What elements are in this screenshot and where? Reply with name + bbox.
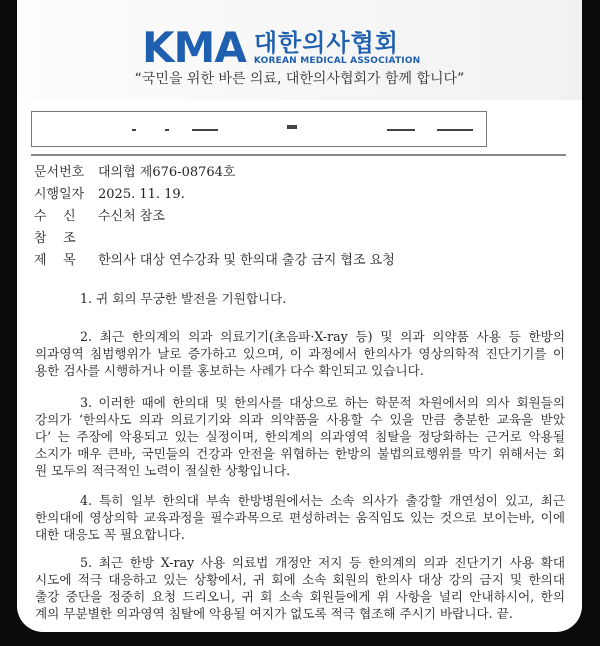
meta-row bbox=[34, 231, 98, 247]
meta-value: 수신처 참조 bbox=[98, 209, 165, 224]
meta-row bbox=[34, 253, 395, 269]
meta-value: 한의사 대상 연수강좌 및 한의대 출강 금지 협조 요청 bbox=[98, 253, 395, 268]
meta-label: 참 조 bbox=[34, 231, 76, 246]
paragraph-line: 시도에 적극 대응하고 있는 상황에서, 귀 회에 소속 회원의 한의사 대상 강의 금지 및 한의대 bbox=[35, 572, 565, 587]
logo-text: KMA bbox=[142, 23, 246, 72]
paragraph-line: 강의가 ‘한의사도 의과 의료기기와 의과 의약품을 사용할 수 있을 만큼 충분한 교육을 받았 bbox=[35, 412, 565, 427]
meta-value: 대의협 제676-08764호 bbox=[98, 165, 236, 180]
paragraph-line: 계의 무분별한 의과영역 침탈에 악용될 여지가 없도록 적극 협조해 주시기 바랍니다. 끝. bbox=[35, 606, 513, 621]
paragraph-line: 한의대에 영상의학 교육과정을 필수과목으로 편성하려는 움직임도 있는 것으로 보이는바, 이에 bbox=[35, 510, 565, 525]
paragraph-line: 4. 특히 일부 한의대 부속 한방병원에서는 소속 의사가 출강할 개연성이 있고, 최근 bbox=[80, 493, 565, 508]
divider bbox=[31, 154, 566, 156]
meta-label: 수 신 bbox=[34, 209, 76, 224]
paragraph-line: 1. 귀 회의 무궁한 발전을 기원합니다. bbox=[80, 291, 287, 306]
kma-logo bbox=[142, 23, 421, 72]
paragraph-line: 소지가 매우 큰바, 국민들의 건강과 안전을 위협하는 한방의 불법의료행위를 막기 위해서는 회 bbox=[35, 446, 565, 461]
slogan: “국민을 위한 바른 의료, 대한의사협회가 함께 합니다” bbox=[134, 71, 465, 87]
paragraph-line: 5. 최근 한방 X-ray 사용 의료법 개정안 저지 등 한의계의 의과 진단기기 사용 확대 bbox=[80, 555, 565, 570]
paragraph-line: 용한 검사를 시행하거나 이를 홍보하는 사례가 다수 확인되고 있습니다. bbox=[35, 363, 424, 378]
meta-row bbox=[34, 187, 185, 203]
paragraph-line: 의과영역 침범행위가 날로 증가하고 있으며, 이 과정에서 한의사가 영상의학적 진단기기를 이 bbox=[35, 346, 565, 361]
meta-row bbox=[34, 209, 165, 225]
org-name-ko: 대한의사협회 bbox=[253, 29, 399, 57]
meta-row bbox=[34, 165, 235, 181]
org-name-en: KOREAN MEDICAL ASSOCIATION bbox=[253, 56, 421, 66]
paragraph-line: 2. 최근 한의계의 의과 의료기기(초음파·X-ray 등) 및 의과 의약품 사용 등 한방의 bbox=[80, 329, 565, 344]
paragraph-1 bbox=[35, 290, 565, 307]
paragraph-line: 다’ 는 주장에 악용되고 있는 실정이며, 한의계의 의과영역 침탈을 정당화하는 근거로 악용될 bbox=[35, 429, 565, 444]
meta-label: 문서번호 bbox=[34, 165, 85, 180]
paragraph-4 bbox=[35, 492, 565, 543]
paragraph-3 bbox=[35, 394, 565, 479]
meta-label: 제 목 bbox=[34, 253, 76, 268]
paragraph-5 bbox=[35, 554, 565, 622]
redacted-address-box bbox=[31, 111, 487, 147]
document-page bbox=[17, 0, 582, 632]
paragraph-line: 원 모두의 적극적인 노력이 절실한 상황입니다. bbox=[35, 463, 291, 478]
paragraph-2 bbox=[35, 328, 565, 379]
paragraph-line: 출강 중단을 정중히 요청 드리오니, 귀 회 소속 회원들에게 위 사항을 널리 안내하시어, 한의 bbox=[35, 589, 565, 604]
meta-label: 시행일자 bbox=[34, 187, 85, 202]
paragraph-line: 대한 대응도 꼭 필요합니다. bbox=[35, 527, 185, 542]
paragraph-line: 3. 이러한 때에 한의대 및 한의사를 대상으로 하는 학문적 차원에서의 의사 회원들의 bbox=[80, 395, 565, 410]
letterhead bbox=[17, 0, 582, 100]
meta-value: 2025. 11. 19. bbox=[98, 187, 185, 202]
